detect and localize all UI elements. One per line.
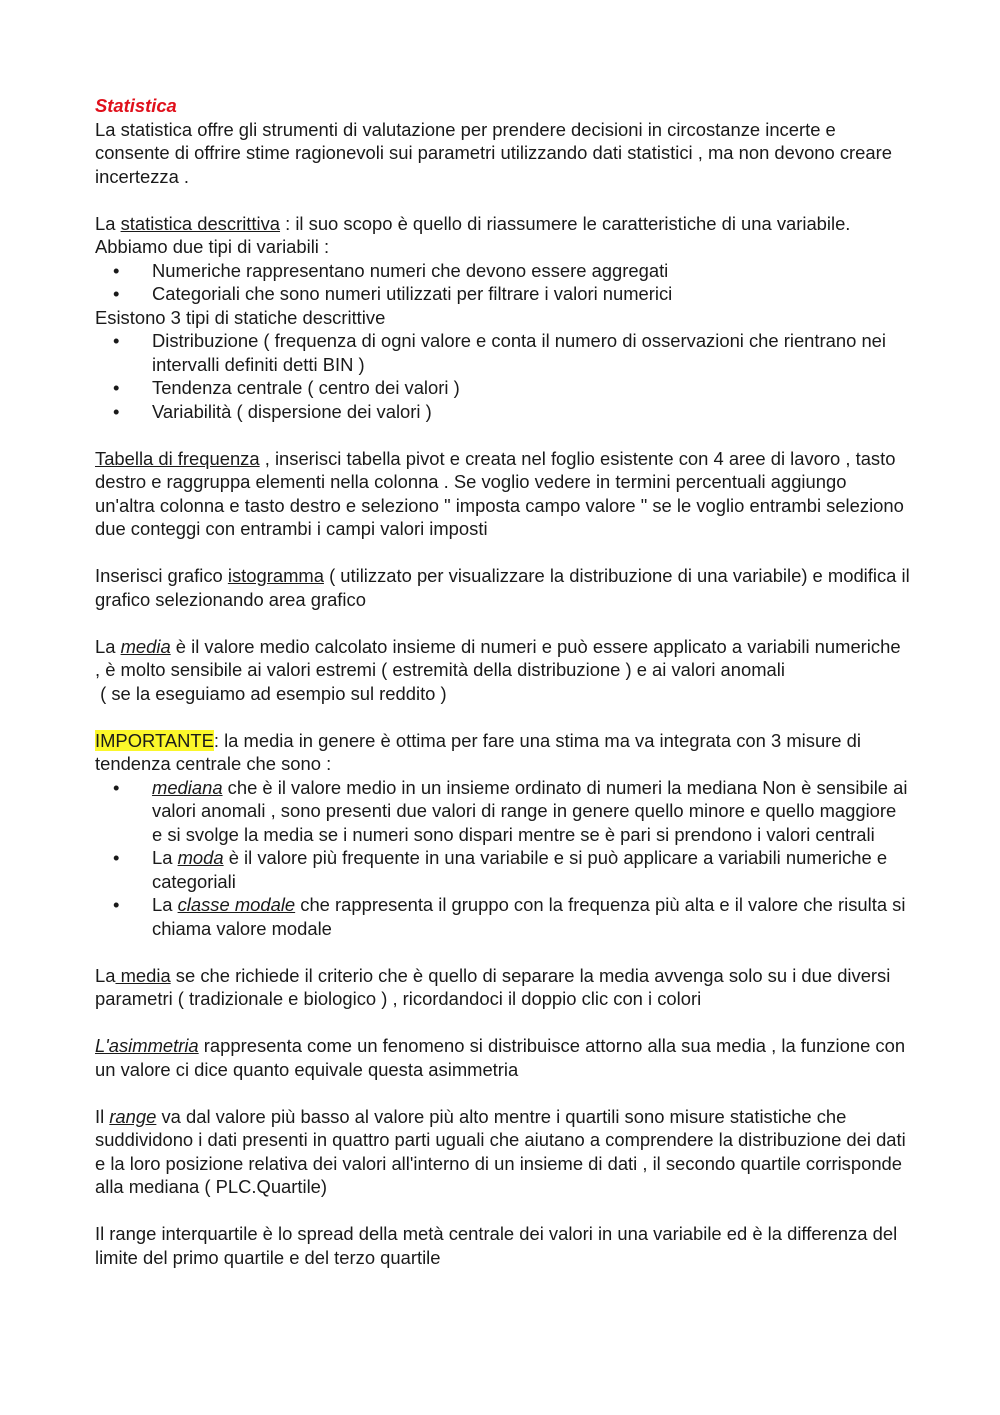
variable-types-list bbox=[95, 259, 910, 306]
important-highlight: IMPORTANTE bbox=[95, 729, 214, 751]
range-term: range bbox=[109, 1105, 157, 1127]
frequency-table-term: Tabella di frequenza bbox=[95, 447, 260, 469]
list-item: • Numeriche rappresentano numeri che devono essere aggregati bbox=[95, 259, 910, 283]
central-tendency-list bbox=[95, 776, 910, 941]
descriptive-types-list bbox=[95, 329, 910, 423]
modal-class-term: classe modale bbox=[177, 894, 296, 915]
mode-term: moda bbox=[177, 847, 224, 868]
histogram-paragraph: Inserisci grafico istogramma ( utilizzato per visualizzare la distribuzione di una variabile) e modifica il grafico selezionando area grafico bbox=[95, 565, 910, 610]
mean-paragraph: La media è il valore medio calcolato insieme di numeri e può essere applicato a variabili numeriche , è molto sensibile ai valori estremi ( estremità della distribuzione ) e ai valori anomali bbox=[95, 635, 901, 680]
range-paragraph: Il range va dal valore più basso al valore più alto mentre i quartili sono misure statistiche che suddividono i dati presenti in quattro parti uguali che aiutano a comprendere la distribuzione dei dati e la loro posizione relativa dei valori all'interno di un insieme di dati , il secondo quartile corrisponde alla mediana ( PLC.Quartile) bbox=[95, 1105, 906, 1197]
median-term: mediana bbox=[152, 776, 223, 798]
asymmetry-term: L'asimmetria bbox=[95, 1035, 199, 1056]
frequency-table-paragraph: Tabella di frequenza , inserisci tabella pivot e creata nel foglio esistente con 4 aree di lavoro , tasto destro e raggruppa elementi nella colonna . Se voglio vedere in termini percentuali aggiungo un'altra colonna e tasto destro e seleziono " imposta campo valore " se le voglio entrambi seleziono due conteggi con entrambi i campi valori imposti bbox=[95, 447, 904, 539]
list-item: • Distribuzione ( frequenza di ogni valore e conta il numero di osservazioni che rientrano nei intervalli definiti detti BIN ) bbox=[95, 329, 910, 376]
asymmetry-paragraph: L'asimmetria rappresenta come un fenomeno si distribuisce attorno alla sua media , la funzione con un valore ci dice quanto equivale questa asimmetria bbox=[95, 1035, 906, 1080]
descriptive-types-intro: Esistono 3 tipi di statiche descrittive bbox=[95, 306, 386, 328]
mean-example-line: ( se la eseguiamo ad esempio sul reddito ) bbox=[95, 682, 447, 704]
histogram-term: istogramma bbox=[227, 565, 324, 586]
descriptive-statistics-paragraph: La statistica descrittiva : il suo scopo è quello di riassumere le caratteristiche di una variabile. Abbiamo due tipi di variabili : bbox=[95, 212, 851, 257]
intro-paragraph: La statistica offre gli strumenti di valutazione per prendere decisioni in circostanze incerte e consente di offrire stime ragionevoli sui parametri utilizzando dati statistici , ma non devono creare incertezza . bbox=[95, 118, 892, 187]
list-item: • La classe modale che rappresenta il gruppo con la frequenza più alta e il valore che risulta si chiama valore modale bbox=[95, 893, 910, 940]
descriptive-statistics-term: statistica descrittiva bbox=[120, 212, 281, 234]
mean-se-paragraph: La media se che richiede il criterio che è quello di separare la media avvenga solo su i due diversi parametri ( tradizionale e biologico ) , ricordandoci il doppio clic con i colori bbox=[95, 964, 891, 1009]
list-item: • Tendenza centrale ( centro dei valori ) bbox=[95, 376, 910, 400]
important-paragraph: IMPORTANTE: la media in genere è ottima per fare una stima ma va integrata con 3 misure di tendenza centrale che sono : bbox=[95, 729, 861, 774]
mean-se-term: media bbox=[115, 964, 171, 986]
list-item: • Categoriali che sono numeri utilizzati per filtrare i valori numerici bbox=[95, 282, 910, 306]
document-title: Statistica bbox=[95, 95, 177, 116]
interquartile-paragraph: Il range interquartile è lo spread della metà centrale dei valori in una variabile ed è la differenza del limite del primo quartile e del terzo quartile bbox=[95, 1223, 898, 1268]
list-item: • Variabilità ( dispersione dei valori ) bbox=[95, 400, 910, 424]
mean-term: media bbox=[120, 635, 171, 657]
list-item: • mediana che è il valore medio in un insieme ordinato di numeri la mediana Non è sensibile ai valori anomali , sono presenti due valori di range in genere quello minore e quello maggiore e si svolge la media se i numeri sono dispari mentre se è pari si prendono i valori centrali bbox=[95, 776, 910, 847]
document-page bbox=[95, 94, 910, 1269]
list-item: • La moda è il valore più frequente in una variabile e si può applicare a variabili numeriche e categoriali bbox=[95, 846, 910, 893]
